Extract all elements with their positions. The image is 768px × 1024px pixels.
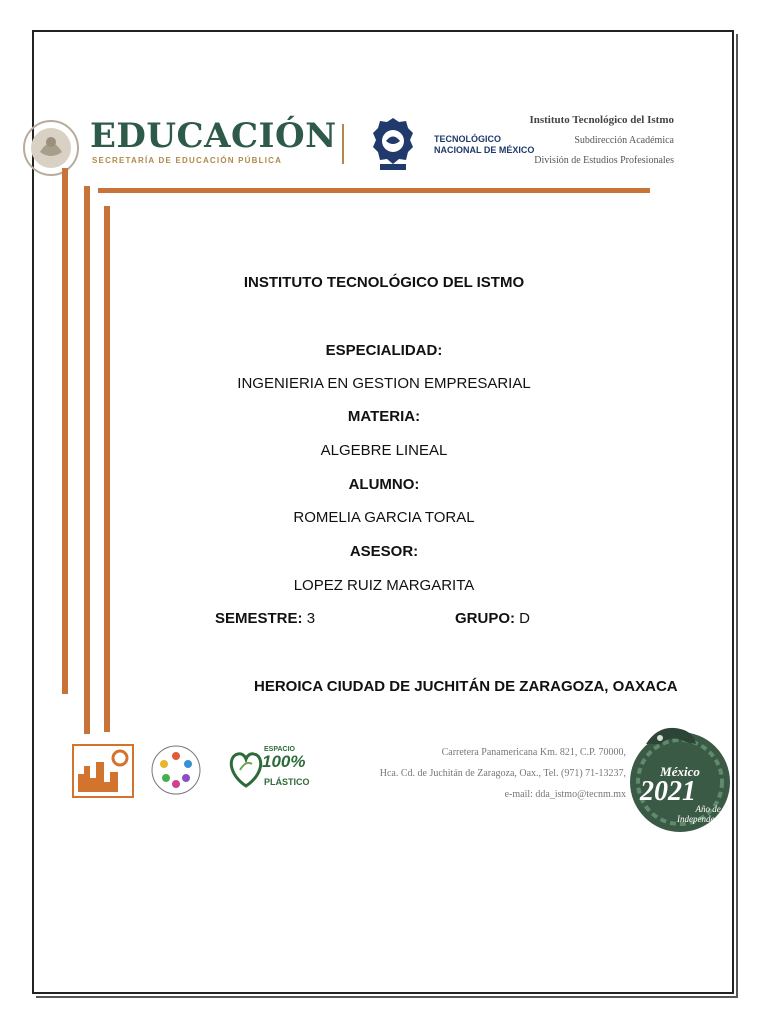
institute-title: INSTITUTO TECNOLÓGICO DEL ISTMO	[243, 274, 525, 291]
group-label: GRUPO:	[455, 610, 515, 627]
badge-country: México	[660, 764, 700, 779]
tecnm-wordmark	[434, 134, 534, 156]
institute-name: Instituto Tecnológico del Istmo	[529, 114, 674, 126]
plastic-percent: 100%	[262, 752, 306, 771]
student-value: ROMELIA GARCIA TORAL	[293, 509, 475, 526]
badge-motto-line-1: Año de la	[695, 804, 730, 814]
header-divider	[342, 124, 344, 164]
subject-value: ALGEBRE LINEAL	[320, 442, 448, 459]
semester-label: SEMESTRE:	[215, 610, 303, 627]
group-field	[455, 610, 530, 627]
subject-label: MATERIA:	[347, 408, 421, 425]
tecnm-gear-icon	[372, 116, 414, 172]
sep-subtitle: SECRETARÍA DE EDUCACIÓN PÚBLICA	[92, 156, 283, 165]
tecnm-line-1: TECNOLÓGICO	[434, 134, 501, 144]
horizontal-accent-bar	[98, 188, 650, 193]
tecno-istmo-logo-icon	[72, 744, 134, 798]
badge-year: 2021	[640, 776, 696, 807]
semester-value: 3	[306, 610, 316, 627]
vertical-accent-bar-1	[62, 168, 68, 694]
educacion-logo-title: EDUCACIÓN	[90, 116, 337, 156]
leaf-heart-icon	[226, 746, 266, 790]
tecnm-line-2: NACIONAL DE MÉXICO	[434, 145, 535, 155]
plastic-bottom-text: PLÁSTICO	[264, 777, 310, 787]
community-circle-logo-icon	[150, 744, 202, 796]
advisor-value: LOPEZ RUIZ MARGARITA	[293, 577, 475, 594]
city-line: HEROICA CIUDAD DE JUCHITÁN DE ZARAGOZA, OAXACA	[254, 678, 678, 695]
specialty-label: ESPECIALIDAD:	[325, 342, 443, 359]
student-label: ALUMNO:	[348, 476, 420, 493]
vertical-accent-bar-2	[84, 186, 90, 734]
semester-field	[215, 610, 315, 627]
footer-address-block	[380, 742, 626, 805]
mexico-seal-icon	[18, 118, 84, 178]
institute-header-block	[529, 114, 674, 166]
badge-motto	[626, 804, 730, 824]
advisor-label: ASESOR:	[349, 543, 419, 560]
plastic-free-logo	[226, 744, 312, 794]
subdirection: Subdirección Académica	[574, 135, 674, 146]
address-line-2: Hca. Cd. de Juchitán de Zaragoza, Oax., Tel. (971) 71-13237,	[379, 768, 626, 779]
specialty-value: INGENIERIA EN GESTION EMPRESARIAL	[237, 375, 531, 392]
group-value: D	[519, 610, 531, 627]
mexico-2021-badge	[626, 716, 734, 836]
plastic-top-text: ESPACIO	[264, 746, 295, 753]
division: División de Estudios Profesionales	[534, 155, 674, 166]
address-line-1: Carretera Panamericana Km. 821, C.P. 70000,	[441, 747, 626, 758]
email-line: e-mail: dda_istmo@tecnm.mx	[504, 789, 626, 800]
badge-motto-line-2: Independencia	[677, 814, 730, 824]
